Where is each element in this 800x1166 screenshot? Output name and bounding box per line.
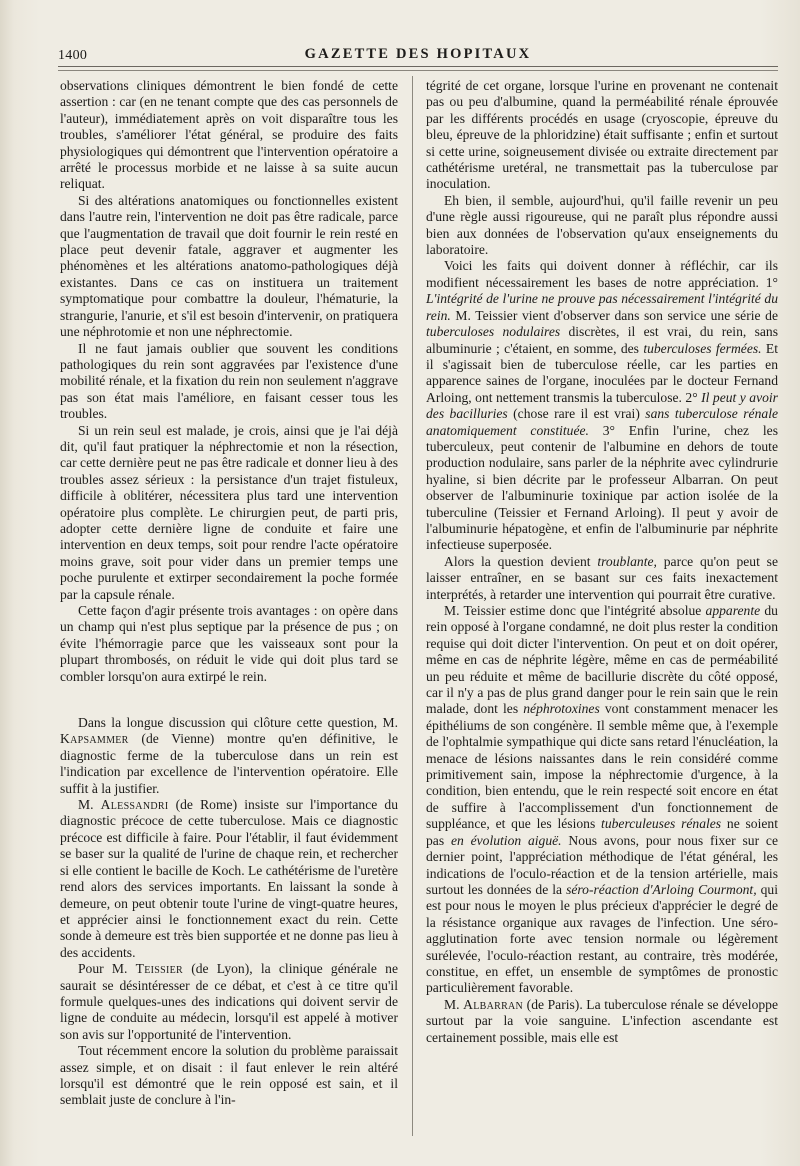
text-run: M. — [78, 797, 101, 813]
paragraph — [426, 997, 778, 1046]
paragraph — [426, 258, 778, 553]
header-rule — [58, 70, 778, 71]
left-column — [60, 78, 398, 1109]
author-name: Teissier — [135, 961, 183, 977]
paragraph: Eh bien, il semble, aujourd'hui, qu'il faille revenir un peu d'une règle aussi rigoureuse, qui ne paraît plus répondre aussi bien aux données de l'observation qu'aux enseignements du laboratoire. — [426, 192, 778, 258]
text-run: (de Rome) insiste sur l'importance du diagnostic précoce de cette tuberculose. Mais ce diagnostic précoce est difficile à faire. Pour l'établir, il faut évidemment se baser sur la qualité de l'urine de chaque rein, et rechercher si elle contient le bacille de Koch. Le cathétérisme de l'uretère rend alors des services importants. En laissant la sonde à demeure, on peut obtenir toute l'urine de vingt-quatre heures, et apprécier ainsi le fonctionnement exact du rein. Cette sonde à demeure est très bien supportée et ne donne pas lieu à des accidents. — [60, 797, 398, 960]
italic-text: Il peut y avoir des bacilluries — [426, 389, 778, 422]
author-name: Alessandri — [100, 797, 169, 813]
section-spacer — [60, 685, 398, 701]
page-header — [58, 44, 778, 67]
text-run: M. Teissier vient d'observer dans son service une série de — [450, 307, 778, 323]
text-run: (chose rare il est vrai) — [507, 406, 646, 422]
paragraph: observations cliniques démontrent le bien fondé de cette assertion : car (en ne tenant compte que des cas personnels de l'auteur), immédiatement après on voit disparaître tous les troubles, s'améliorer l'état général, se produire des faits physiologiques qui démontrent que l'intervention opératoire a arrêté le processus morbide et ne laisse à sa suite aucun reliquat. — [60, 78, 398, 192]
text-run: vont constamment menacer les épithéliums de son congénère. Il semble même que, à l'exemple de l'ophtalmie sympathique qui dicte sans retard l'énucléation, la menace de lésions naissantes dans le rein considéré comme primitivement sain, impose la néphrectomie d'urgence, à la condition, bien entendu, que le rein respecté soit encore en état de suffire à l'accomplissement d'un fonctionnement de suppléance, et que les lésions — [426, 701, 778, 832]
page-number: 1400 — [58, 48, 88, 63]
italic-text: en évolution aiguë. — [450, 832, 562, 848]
text-run: 3° Enfin l'urine, chez les tuberculeux, peut contenir de l'albumine en dehors de toute production nodulaire, sans parler de la néphrite avec cylindrurie hyaline, si bien décrite par le professeur Albarran. On peut observer de l'albuminurie toxinique par action isolée de la tuberculine (Teissier et Fernand Arloing). Il peut y avoir de l'albuminurie hépatogène, et enfin de l'albuminurie par néphrite infectieuse superposée. — [426, 422, 778, 553]
text-run: discrètes, il est vrai, du rein, sans albuminurie ; c'étaient, en somme, des — [426, 324, 778, 356]
text-run: Nous avons, pour nous fixer sur ce dernier point, l'appréciation méthodique de l'état général, les indications de l'oculo-réaction et de la tension artérielle, mais surtout les données de la — [426, 832, 778, 897]
text-run: Alors la question devient — [444, 553, 598, 569]
text-run: (de Paris). La tuberculose rénale se développe surtout par la voie sanguine. L'infection ascendante est certainement possible, mais elle est — [426, 996, 778, 1045]
italic-text: sans tuberculose rénale anatomiquement constituée. — [426, 406, 778, 438]
author-name: Albarran — [463, 996, 524, 1012]
text-run: (de Lyon), la clinique générale ne saurait se désintéresser de ce débat, et c'est à ce titre qu'il formule quelques-unes des indications qui doivent servir de ligne de conduite au médecin, lorsqu'il est appelé à motiver son avis sur l'opportunité de l'intervention. — [60, 961, 398, 1042]
text-run: M. — [444, 996, 464, 1012]
text-run: du rein opposé à l'organe condamné, ne doit plus rester la condition requise qui doit dicter l'intervention. On peut et on doit opérer, même en cas de néphrite légère, même en cas de perméabilité un peu réduite et même de bacillurie discrète du côté opposé, car il n'y a pas de plus grand danger pour le rein sain que le rein malade, dont les — [426, 603, 778, 717]
italic-text: tuberculoses nodulaires — [426, 324, 561, 340]
text-run: Pour M. — [78, 961, 136, 977]
author-name: Kapsammer — [60, 731, 129, 747]
paragraph: Si des altérations anatomiques ou fonctionnelles existent dans l'autre rein, l'intervention ne doit pas être radicale, parce que l'augmentation de travail que doit fournir le rein resté en place peut devenir fatale, aggraver et augmenter les phénomènes et les altérations anatomo-pathologiques déjà existantes. Dans ce cas on instituera un traitement symptomatique pour combattre la douleur, l'hématurie, la strangurie, l'anurie, et s'il est besoin d'intervenir, on pratiquera une néphrotomie et non une néphrectomie. — [60, 192, 398, 340]
text-run: Dans la longue discussion qui clôture cette question, M. — [78, 715, 398, 731]
italic-text: tuberculeuses rénales — [601, 816, 722, 832]
text-run: qui est pour nous le moyen le plus précieux d'apprécier le degré de la résistance organique aux ravages de l'infection. Une séro-agglutination forte avec tension normale ou légèrement surélevée, l'oculo-réaction restant, au contraire, très modérée, constitue, en effet, un ensemble de symptômes de pronostic particulièrement favorable. — [426, 881, 778, 996]
text-run: Voici les faits qui doivent donner à réfléchir, car ils modifient nécessairement les bases de notre appréciation. 1° — [426, 258, 778, 290]
paragraph — [426, 554, 778, 603]
italic-text: troublante, — [597, 553, 657, 569]
paragraph — [426, 603, 778, 997]
paragraph: Cette façon d'agir présente trois avantages : on opère dans un champ qui n'est plus septique par la présence de pus ; on évite l'hémorragie parce que les vaisseaux sont pour la plupart thrombosés, on réduit le vide qui doit plus tard se combler lorsqu'on aura extirpé le rein. — [60, 603, 398, 684]
right-column — [426, 78, 778, 1046]
text-run: ne soient pas — [426, 816, 778, 848]
paragraph: tégrité de cet organe, lorsque l'urine en provenant ne contenait pas ou peu d'albumine, quand la perméabilité rénale éprouvée par les différents procédés en usage (cryoscopie, épreuve du bleu, épreuve de la phloridzine) était suffisante ; enfin et surtout si cette urine, soigneusement divisée ou extraite directement par cathétérisme uretéral, ne transmettait pas la tuberculose par inoculation. — [426, 78, 778, 192]
paragraph: Il ne faut jamais oublier que souvent les conditions pathologiques du rein sont aggravées par l'existence d'une mobilité rénale, et la fixation du rein non seulement n'aggrave pas son état mais l'améliore, en faisant cesser tous les troubles. — [60, 340, 398, 422]
text-run: M. Teissier estime donc que l'intégrité absolue — [444, 603, 706, 618]
paragraph — [60, 797, 398, 961]
paragraph — [60, 961, 398, 1043]
paragraph: Si un rein seul est malade, je crois, ainsi que je l'ai déjà dit, qu'il faut pratiquer la néphrectomie et non la résection, car cette dernière peut ne pas être radicale et donner lieu à des troubles assez sérieux : la persistance d'un trajet fistuleux, difficile à oblitérer, nécessitera plus tard une intervention opératoire plus complète. Le chirurgien peut, de parti pris, adopter cette dernière ligne de conduite et faire une intervention en deux temps, soit pour rendre l'acte opératoire moins grave, soit pour vider dans un premier temps une poche purulente et extirper secondairement la poche formée par la capsule rénale. — [60, 422, 398, 602]
journal-title: GAZETTE DES HOPITAUX — [304, 46, 532, 62]
italic-text: néphrotoxines — [523, 701, 600, 717]
italic-text: séro-réaction d'Arloing Courmont, — [566, 881, 757, 897]
paragraph: Tout récemment encore la solution du problème paraissait assez simple, et on disait : il faut enlever le rein altéré lorsqu'il est démontré que le rein opposé est sain, et il semblait juste de conclure à l'in- — [60, 1043, 398, 1108]
italic-text: L'intégrité de l'urine ne prouve pas nécessairement l'intégrité du rein. — [426, 291, 778, 323]
italic-text: apparente — [705, 603, 761, 618]
text-run: (de Vienne) montre qu'en définitive, le diagnostic ferme de la tuberculose dans un rein est l'indication par excellence de l'intervention opératoire. Elle suffit à la justifier. — [60, 731, 398, 796]
column-divider — [412, 76, 413, 1136]
italic-text: tuberculoses fermées. — [643, 340, 762, 356]
text-run: parce qu'on peut se laisser entraîner, en se basant sur ces faits inexactement interprétés, à retarder une intervention qui pourrait être curative. — [426, 553, 778, 602]
text-run: Et il s'agissait bien de tuberculose réelle, car les parties en apparence saines de l'organe, inoculées par le docteur Fernand Arloing, ont nettement transmis la tuberculose. 2° — [426, 340, 778, 405]
paragraph — [60, 715, 398, 797]
